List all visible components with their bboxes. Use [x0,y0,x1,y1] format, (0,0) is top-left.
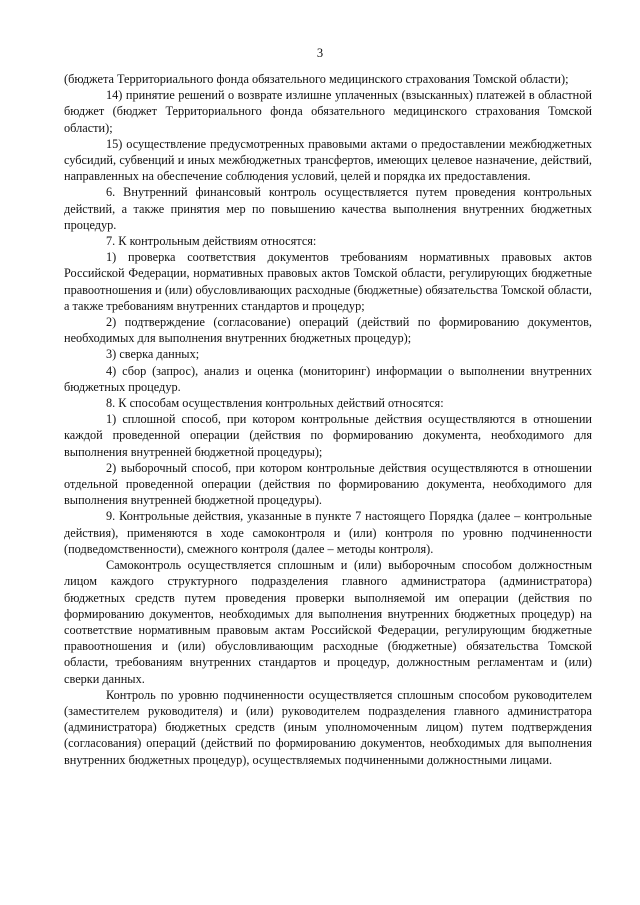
paragraph-section-7: 7. К контрольным действиям относятся: [106,234,317,249]
paragraph-item-15: 15) осуществление предусмотренных правовыми актами о предоставлении межбюджетных субсидий, субвенций и иных межбюджетных трансфертов, имеющих целевое назначение, действий, направленных на обеспечение соблюдения условий, целей и порядка их предоставления. [64,136,592,184]
paragraph-section-9: 9. Контрольные действия, указанные в пункте 7 настоящего Порядка (далее – контрольные действия), применяются в ходе самоконтроля и (или) контроля по уровню подчиненности (подведомственности), смежного контроля (далее – методы контроля). [64,509,592,556]
paragraph-item-14: 14) принятие решений о возврате излишне уплаченных (взысканных) платежей в областной бюджет (бюджет Территориального фонда обязательного медицинского страхования Томской области); [64,88,592,135]
paragraph-self-control: Самоконтроль осуществляется сплошным и (или) выборочным способом должностным лицом каждого структурного подразделения главного администратора (администратора) бюджетных средств путем проведения проверки выполняемой им операции (действия по формированию документов, необходимых для выполнения внутренних бюджетных процедур) на соответствие нормативным правовым актам Российской Федерации, регулирующим бюджетные правоотношения и (или) обусловливающим расходные (бюджетные) обязательства Томской области, требованиям внутренних стандартов и процедур, должностным регламентам и (или) сверки данных. [64,558,592,686]
paragraph-continuation: (бюджета Территориального фонда обязательного медицинского страхования Томской области); [64,72,569,86]
paragraph-section-7-item-2: 2) подтверждение (согласование) операций (действий по формированию документов, необходимых для выполнения внутренних бюджетных процедур); [64,315,592,346]
paragraph-section-8: 8. К способам осуществления контрольных действий относятся: [106,396,444,411]
paragraph-section-8-item-2: 2) выборочный способ, при котором контрольные действия осуществляются в отношении отдельной проведенной операции (действия по формированию документа, необходимого для выполнения внутренней бюджетной процедуры). [64,460,592,508]
paragraph-subordination-control: Контроль по уровню подчиненности осуществляется сплошным способом руководителем (заместителем руководителя) и (или) руководителем подразделения главного администратора (администратора) бюджетных средств (иным уполномоченным лицом) путем подтверждения (согласования) операций (действий по формированию документов, необходимых для выполнения внутренних бюджетных процедур), осуществляемых подчиненными должностными лицами. [64,687,592,767]
paragraph-section-6: 6. Внутренний финансовый контроль осуществляется путем проведения контрольных действий, а также принятия мер по повышению качества выполнения внутренних бюджетных процедур. [64,185,592,232]
page-number: 3 [316,46,324,60]
paragraph-section-7-item-3: 3) сверка данных; [106,347,200,362]
paragraph-section-8-item-1: 1) сплошной способ, при котором контрольные действия осуществляются в отношении каждой проведенной операции (действия по формированию документа, необходимого для выполнения внутренней бюджетной процедуры); [64,412,592,459]
document-body [64,71,592,768]
paragraph-section-7-item-1: 1) проверка соответствия документов требованиям нормативных правовых актов Российской Федерации, нормативных правовых актов Томской области, регулирующих бюджетные правоотношения и (или) обусловливающих расходные (бюджетные) обязательства Томской области, а также требованиям внутренних стандартов и процедур; [64,250,592,313]
paragraph-section-7-item-4: 4) сбор (запрос), анализ и оценка (мониторинг) информации о выполнении внутренних бюджетных процедур. [64,363,592,394]
